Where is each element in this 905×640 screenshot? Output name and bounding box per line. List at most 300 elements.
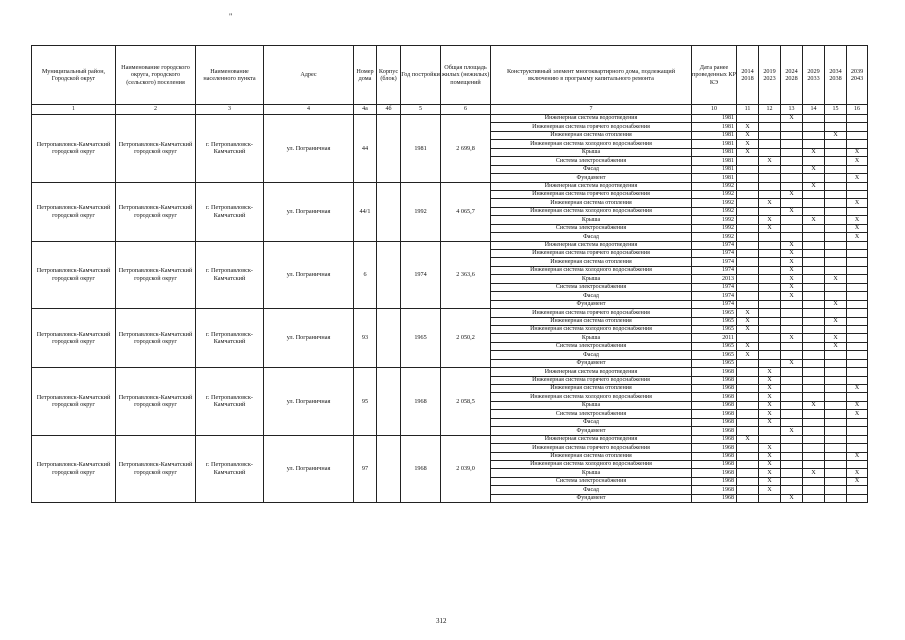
period-mark-cell xyxy=(803,250,825,258)
period-mark-cell: X xyxy=(737,351,759,359)
period-mark-cell xyxy=(737,393,759,401)
period-mark-cell xyxy=(825,258,847,266)
period-mark-cell xyxy=(847,241,868,249)
top-mark: " xyxy=(229,12,233,21)
element-cell: Система электроснабжения xyxy=(491,157,692,165)
period-mark-cell xyxy=(737,460,759,468)
period-mark-cell xyxy=(825,250,847,258)
area-cell: 4 065,7 xyxy=(441,182,491,241)
period-mark-cell xyxy=(781,351,803,359)
period-mark-cell xyxy=(825,410,847,418)
house-number-cell: 93 xyxy=(354,309,377,368)
header-cell: Корпус (блок) xyxy=(377,46,401,105)
header-cell: Номер дома xyxy=(354,46,377,105)
repair-date-cell: 1981 xyxy=(692,123,737,131)
period-mark-cell xyxy=(759,334,781,342)
period-mark-cell xyxy=(847,342,868,350)
period-mark-cell xyxy=(781,233,803,241)
period-mark-cell xyxy=(847,123,868,131)
period-mark-cell xyxy=(759,275,781,283)
period-mark-cell xyxy=(825,182,847,190)
locality-cell: г. Петропавловск-Камчатский xyxy=(196,435,264,503)
repair-date-cell: 1981 xyxy=(692,148,737,156)
period-mark-cell: X xyxy=(825,342,847,350)
repair-date-cell: 1965 xyxy=(692,359,737,367)
element-cell: Фасад xyxy=(491,165,692,173)
period-mark-cell xyxy=(737,190,759,198)
period-mark-cell xyxy=(847,444,868,452)
period-mark-cell xyxy=(781,393,803,401)
period-mark-cell: X xyxy=(803,165,825,173)
period-mark-cell xyxy=(759,190,781,198)
house-number-cell: 44/1 xyxy=(354,182,377,241)
street-cell: ул. Пограничная xyxy=(264,368,354,436)
period-mark-cell xyxy=(803,157,825,165)
period-mark-cell: X xyxy=(737,325,759,333)
period-mark-cell xyxy=(759,148,781,156)
element-cell: Инженерная система водоотведения xyxy=(491,368,692,376)
period-mark-cell xyxy=(781,140,803,148)
period-mark-cell xyxy=(825,157,847,165)
period-mark-cell xyxy=(737,452,759,460)
settlement-cell: Петропавловск-Камчатский городской округ xyxy=(116,182,196,241)
repair-date-cell: 1992 xyxy=(692,199,737,207)
period-mark-cell xyxy=(803,233,825,241)
period-mark-cell xyxy=(737,174,759,182)
header-cell: Наименование городского округа, городского (сельского) поселения xyxy=(116,46,196,105)
period-mark-cell xyxy=(759,140,781,148)
period-mark-cell xyxy=(781,452,803,460)
period-mark-cell: X xyxy=(759,401,781,409)
period-mark-cell xyxy=(759,325,781,333)
period-mark-cell: X xyxy=(847,224,868,232)
period-mark-cell: X xyxy=(781,494,803,502)
period-mark-cell xyxy=(803,190,825,198)
column-number: 7 xyxy=(491,105,692,115)
column-number: 10 xyxy=(692,105,737,115)
period-mark-cell xyxy=(825,224,847,232)
repair-date-cell: 1965 xyxy=(692,342,737,350)
repair-date-cell: 1968 xyxy=(692,460,737,468)
repair-date-cell: 1974 xyxy=(692,292,737,300)
period-mark-cell xyxy=(847,309,868,317)
repair-date-cell: 2011 xyxy=(692,334,737,342)
period-mark-cell: X xyxy=(781,283,803,291)
period-mark-cell xyxy=(847,325,868,333)
period-mark-cell xyxy=(737,216,759,224)
period-mark-cell xyxy=(825,494,847,502)
element-cell: Фасад xyxy=(491,418,692,426)
period-mark-cell xyxy=(803,309,825,317)
period-mark-cell xyxy=(737,486,759,494)
repair-date-cell: 2013 xyxy=(692,275,737,283)
period-mark-cell xyxy=(759,351,781,359)
period-mark-cell xyxy=(847,368,868,376)
locality-cell: г. Петропавловск-Камчатский xyxy=(196,182,264,241)
period-mark-cell: X xyxy=(803,216,825,224)
period-mark-cell xyxy=(803,123,825,131)
period-mark-cell xyxy=(847,207,868,215)
repair-date-cell: 1968 xyxy=(692,368,737,376)
period-mark-cell: X xyxy=(781,190,803,198)
repair-date-cell: 1968 xyxy=(692,469,737,477)
period-mark-cell xyxy=(781,435,803,443)
period-mark-cell: X xyxy=(781,266,803,274)
period-mark-cell xyxy=(825,385,847,393)
repair-date-cell: 1968 xyxy=(692,427,737,435)
period-mark-cell xyxy=(759,309,781,317)
period-mark-cell xyxy=(759,292,781,300)
period-mark-cell: X xyxy=(737,140,759,148)
period-mark-cell: X xyxy=(759,460,781,468)
period-mark-cell: X xyxy=(759,216,781,224)
street-cell: ул. Пограничная xyxy=(264,309,354,368)
repair-date-cell: 1968 xyxy=(692,418,737,426)
page-number: 312 xyxy=(436,617,447,625)
period-mark-cell xyxy=(737,477,759,485)
area-cell: 2 699,8 xyxy=(441,115,491,183)
header-cell: Дата ранее проведенных КР КЭ xyxy=(692,46,737,105)
period-mark-cell xyxy=(825,165,847,173)
period-mark-cell xyxy=(803,207,825,215)
period-mark-cell: X xyxy=(737,309,759,317)
period-mark-cell xyxy=(803,427,825,435)
repair-date-cell: 1974 xyxy=(692,241,737,249)
period-mark-cell: X xyxy=(847,385,868,393)
period-mark-cell xyxy=(737,224,759,232)
element-cell: Инженерная система отопления xyxy=(491,131,692,139)
header-cell: Общая площадь жилых (нежилых) помещений xyxy=(441,46,491,105)
repair-date-cell: 1992 xyxy=(692,190,737,198)
repair-date-cell: 1981 xyxy=(692,157,737,165)
period-mark-cell xyxy=(847,140,868,148)
period-mark-cell xyxy=(781,477,803,485)
period-mark-cell xyxy=(781,123,803,131)
period-mark-cell xyxy=(825,376,847,384)
period-mark-cell xyxy=(847,494,868,502)
period-mark-cell xyxy=(781,444,803,452)
element-cell: Инженерная система отопления xyxy=(491,385,692,393)
build-year-cell: 1992 xyxy=(401,182,441,241)
element-cell: Инженерная система водоотведения xyxy=(491,435,692,443)
header-cell: Адрес xyxy=(264,46,354,105)
period-mark-cell: X xyxy=(759,157,781,165)
period-mark-cell: X xyxy=(759,477,781,485)
element-cell: Инженерная система горячего водоснабжения xyxy=(491,123,692,131)
period-mark-cell xyxy=(781,309,803,317)
period-mark-cell xyxy=(803,477,825,485)
period-mark-cell xyxy=(825,427,847,435)
period-mark-cell xyxy=(847,359,868,367)
period-mark-cell xyxy=(737,115,759,123)
element-cell: Фасад xyxy=(491,486,692,494)
column-number: 15 xyxy=(825,105,847,115)
period-mark-cell xyxy=(847,418,868,426)
table-row xyxy=(32,368,868,376)
period-mark-cell xyxy=(825,444,847,452)
period-mark-cell xyxy=(825,435,847,443)
period-mark-cell xyxy=(847,376,868,384)
period-mark-cell xyxy=(737,165,759,173)
area-cell: 2 039,0 xyxy=(441,435,491,503)
period-mark-cell: X xyxy=(847,199,868,207)
build-year-cell: 1968 xyxy=(401,435,441,503)
period-mark-cell xyxy=(759,427,781,435)
period-mark-cell xyxy=(737,359,759,367)
element-cell: Крыша xyxy=(491,216,692,224)
column-number: 1 xyxy=(32,105,116,115)
period-mark-cell xyxy=(737,418,759,426)
period-mark-cell xyxy=(847,275,868,283)
element-cell: Инженерная система водоотведения xyxy=(491,241,692,249)
element-cell: Система электроснабжения xyxy=(491,283,692,291)
period-mark-cell xyxy=(803,376,825,384)
period-mark-cell xyxy=(847,334,868,342)
block-cell xyxy=(377,435,401,503)
period-mark-cell xyxy=(803,283,825,291)
period-mark-cell xyxy=(737,376,759,384)
table-body xyxy=(32,115,868,503)
period-mark-cell xyxy=(737,266,759,274)
period-mark-cell xyxy=(847,283,868,291)
period-mark-cell xyxy=(825,140,847,148)
element-cell: Фасад xyxy=(491,351,692,359)
column-number: 3 xyxy=(196,105,264,115)
period-mark-cell xyxy=(781,486,803,494)
period-mark-cell xyxy=(847,182,868,190)
period-mark-cell: X xyxy=(781,292,803,300)
locality-cell: г. Петропавловск-Камчатский xyxy=(196,115,264,183)
column-number: 5 xyxy=(401,105,441,115)
header-row xyxy=(32,46,868,105)
period-mark-cell xyxy=(847,460,868,468)
repair-date-cell: 1974 xyxy=(692,300,737,308)
period-mark-cell: X xyxy=(803,401,825,409)
header-cell: Год постройки xyxy=(401,46,441,105)
period-mark-cell xyxy=(847,258,868,266)
element-cell: Фундамент xyxy=(491,359,692,367)
period-mark-cell xyxy=(781,317,803,325)
build-year-cell: 1981 xyxy=(401,115,441,183)
repair-date-cell: 1968 xyxy=(692,393,737,401)
period-mark-cell xyxy=(825,359,847,367)
repair-date-cell: 1981 xyxy=(692,131,737,139)
block-cell xyxy=(377,368,401,436)
period-mark-cell xyxy=(825,486,847,494)
period-mark-cell: X xyxy=(847,452,868,460)
element-cell: Инженерная система горячего водоснабжения xyxy=(491,190,692,198)
period-mark-cell: X xyxy=(803,148,825,156)
repair-date-cell: 1981 xyxy=(692,140,737,148)
period-mark-cell xyxy=(847,486,868,494)
period-mark-cell: X xyxy=(781,275,803,283)
element-cell: Фундамент xyxy=(491,494,692,502)
element-cell: Инженерная система холодного водоснабжения xyxy=(491,393,692,401)
district-cell: Петропавловск-Камчатский городской округ xyxy=(32,241,116,309)
table-row xyxy=(32,435,868,443)
build-year-cell: 1974 xyxy=(401,241,441,309)
period-mark-cell xyxy=(737,250,759,258)
period-mark-cell xyxy=(803,241,825,249)
period-mark-cell xyxy=(759,207,781,215)
repair-date-cell: 1992 xyxy=(692,207,737,215)
period-mark-cell: X xyxy=(847,216,868,224)
element-cell: Система электроснабжения xyxy=(491,342,692,350)
repair-date-cell: 1968 xyxy=(692,452,737,460)
settlement-cell: Петропавловск-Камчатский городской округ xyxy=(116,115,196,183)
element-cell: Инженерная система отопления xyxy=(491,199,692,207)
period-mark-cell xyxy=(803,334,825,342)
period-mark-cell xyxy=(825,418,847,426)
period-mark-cell: X xyxy=(737,131,759,139)
period-mark-cell xyxy=(803,460,825,468)
element-cell: Фасад xyxy=(491,292,692,300)
period-mark-cell: X xyxy=(737,342,759,350)
period-mark-cell: X xyxy=(781,115,803,123)
period-mark-cell xyxy=(847,393,868,401)
header-cell: 2029 2033 xyxy=(803,46,825,105)
period-mark-cell xyxy=(847,427,868,435)
element-cell: Фундамент xyxy=(491,300,692,308)
repair-date-cell: 1992 xyxy=(692,224,737,232)
period-mark-cell xyxy=(825,241,847,249)
period-mark-cell xyxy=(737,241,759,249)
period-mark-cell xyxy=(847,190,868,198)
element-cell: Система электроснабжения xyxy=(491,477,692,485)
element-cell: Фундамент xyxy=(491,427,692,435)
period-mark-cell: X xyxy=(759,393,781,401)
period-mark-cell xyxy=(803,452,825,460)
repair-date-cell: 1965 xyxy=(692,325,737,333)
period-mark-cell xyxy=(825,325,847,333)
column-number: 2 xyxy=(116,105,196,115)
table-row xyxy=(32,115,868,123)
repair-date-cell: 1974 xyxy=(692,266,737,274)
period-mark-cell xyxy=(803,486,825,494)
period-mark-cell: X xyxy=(781,258,803,266)
period-mark-cell xyxy=(759,266,781,274)
column-number: 4а xyxy=(354,105,377,115)
period-mark-cell: X xyxy=(759,199,781,207)
period-mark-cell xyxy=(847,435,868,443)
period-mark-cell xyxy=(803,199,825,207)
period-mark-cell: X xyxy=(759,410,781,418)
street-cell: ул. Пограничная xyxy=(264,435,354,503)
period-mark-cell xyxy=(781,376,803,384)
period-mark-cell xyxy=(825,283,847,291)
period-mark-cell xyxy=(781,460,803,468)
repair-date-cell: 1968 xyxy=(692,376,737,384)
period-mark-cell xyxy=(759,115,781,123)
column-number: 16 xyxy=(847,105,868,115)
element-cell: Инженерная система отопления xyxy=(491,258,692,266)
period-mark-cell xyxy=(803,140,825,148)
period-mark-cell xyxy=(759,342,781,350)
period-mark-cell: X xyxy=(825,131,847,139)
repair-date-cell: 1981 xyxy=(692,115,737,123)
period-mark-cell: X xyxy=(737,123,759,131)
area-cell: 2 363,6 xyxy=(441,241,491,309)
period-mark-cell xyxy=(759,123,781,131)
period-mark-cell xyxy=(781,174,803,182)
period-mark-cell: X xyxy=(825,317,847,325)
element-cell: Инженерная система горячего водоснабжения xyxy=(491,309,692,317)
element-cell: Крыша xyxy=(491,148,692,156)
period-mark-cell xyxy=(803,359,825,367)
period-mark-cell xyxy=(781,469,803,477)
period-mark-cell: X xyxy=(759,224,781,232)
element-cell: Инженерная система холодного водоснабжения xyxy=(491,325,692,333)
column-number: 11 xyxy=(737,105,759,115)
period-mark-cell xyxy=(803,266,825,274)
period-mark-cell xyxy=(847,292,868,300)
period-mark-cell xyxy=(781,410,803,418)
settlement-cell: Петропавловск-Камчатский городской округ xyxy=(116,309,196,368)
house-number-cell: 44 xyxy=(354,115,377,183)
period-mark-cell xyxy=(825,123,847,131)
period-mark-cell xyxy=(759,241,781,249)
period-mark-cell: X xyxy=(847,401,868,409)
period-mark-cell xyxy=(803,418,825,426)
period-mark-cell: X xyxy=(759,452,781,460)
period-mark-cell: X xyxy=(847,233,868,241)
period-mark-cell xyxy=(737,182,759,190)
period-mark-cell xyxy=(781,148,803,156)
period-mark-cell: X xyxy=(759,444,781,452)
period-mark-cell xyxy=(825,216,847,224)
repair-date-cell: 1965 xyxy=(692,351,737,359)
period-mark-cell xyxy=(825,452,847,460)
period-mark-cell: X xyxy=(781,250,803,258)
period-mark-cell xyxy=(781,157,803,165)
period-mark-cell: X xyxy=(759,418,781,426)
repair-date-cell: 1968 xyxy=(692,435,737,443)
period-mark-cell xyxy=(825,309,847,317)
period-mark-cell xyxy=(781,216,803,224)
period-mark-cell xyxy=(803,258,825,266)
repair-date-cell: 1981 xyxy=(692,174,737,182)
repair-date-cell: 1992 xyxy=(692,233,737,241)
table-row xyxy=(32,309,868,317)
period-mark-cell xyxy=(803,385,825,393)
area-cell: 2 050,2 xyxy=(441,309,491,368)
district-cell: Петропавловск-Камчатский городской округ xyxy=(32,182,116,241)
header-cell: 2034 2038 xyxy=(825,46,847,105)
element-cell: Инженерная система холодного водоснабжения xyxy=(491,266,692,274)
capital-repair-table xyxy=(31,45,868,503)
locality-cell: г. Петропавловск-Камчатский xyxy=(196,241,264,309)
period-mark-cell xyxy=(825,266,847,274)
element-cell: Инженерная система водоотведения xyxy=(491,115,692,123)
block-cell xyxy=(377,309,401,368)
period-mark-cell xyxy=(759,359,781,367)
period-mark-cell xyxy=(781,418,803,426)
period-mark-cell xyxy=(803,325,825,333)
period-mark-cell: X xyxy=(759,376,781,384)
period-mark-cell xyxy=(737,385,759,393)
period-mark-cell xyxy=(737,283,759,291)
header-cell: Конструктивный элемент многоквартирного дома, подлежащий включению в программу капитального ремонта xyxy=(491,46,692,105)
period-mark-cell: X xyxy=(759,486,781,494)
period-mark-cell xyxy=(759,131,781,139)
period-mark-cell: X xyxy=(737,317,759,325)
locality-cell: г. Петропавловск-Камчатский xyxy=(196,368,264,436)
period-mark-cell xyxy=(803,174,825,182)
element-cell: Инженерная система водоотведения xyxy=(491,182,692,190)
period-mark-cell xyxy=(759,317,781,325)
block-cell xyxy=(377,115,401,183)
period-mark-cell xyxy=(825,207,847,215)
